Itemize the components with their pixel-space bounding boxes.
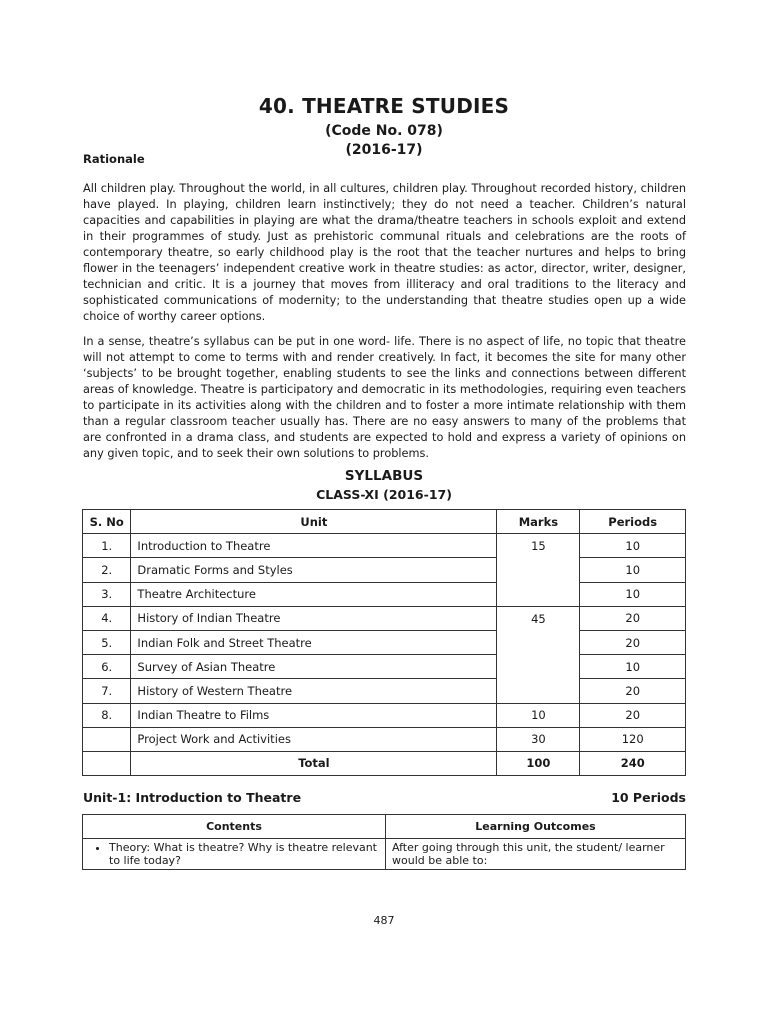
- row-sno: 2.: [83, 558, 131, 582]
- row-periods: 20: [580, 703, 686, 727]
- table-row: [83, 558, 686, 582]
- col-header-learning-outcomes: Learning Outcomes: [386, 815, 686, 839]
- row-unit: Indian Theatre to Films: [131, 703, 497, 727]
- table-row: [83, 582, 686, 606]
- contents-list: [89, 841, 379, 867]
- rationale-paragraph-1: All children play. Throughout the world, in all cultures, children play. Throughout recorded history, children have played. In playing, children learn instinctively; they do not need a teacher. Children’s natural capacities and capabilities in playing are what the drama/theatre teachers in schools exploit and extend in their programmes of study. Just as prehistoric communal rituals and celebrations are the roots of contemporary theatre, so early childhood play is the root that the teacher nurtures and helps to bring flower in the teenagers’ independent creative work in theatre studies: as actor, director, writer, designer, technician and critic. It is a journey that moves from illiteracy and oral traditions to the literacy and sophisticated communications of modernity; to the understanding that theatre studies open up a wide choice of worthy career options.: [83, 182, 686, 323]
- col-header-contents: Contents: [83, 815, 386, 839]
- syllabus-class-heading: CLASS-XI (2016-17): [316, 487, 452, 502]
- row-sno: 8.: [83, 703, 131, 727]
- table-row: [83, 727, 686, 751]
- list-item: • Theory: What is theatre? Why is theatre relevant to life today?: [109, 841, 379, 867]
- unit1-periods: 10 Periods: [611, 790, 686, 805]
- row-periods: 20: [580, 630, 686, 654]
- total-label: Total: [131, 751, 497, 775]
- table-row: [83, 606, 686, 630]
- row-unit: History of Indian Theatre: [131, 606, 497, 630]
- page-title: 40. THEATRE STUDIES: [258, 94, 510, 118]
- table-header-row: [83, 815, 686, 839]
- row-marks: 10: [497, 703, 580, 727]
- rationale-heading: Rationale: [83, 152, 145, 166]
- table-row: [83, 839, 686, 870]
- row-unit: Dramatic Forms and Styles: [131, 558, 497, 582]
- table-row: [83, 679, 686, 703]
- row-periods: 20: [580, 679, 686, 703]
- row-unit: Theatre Architecture: [131, 582, 497, 606]
- row-unit: History of Western Theatre: [131, 679, 497, 703]
- table-total-row: [83, 751, 686, 775]
- unit1-heading: Unit-1: Introduction to Theatre: [83, 790, 302, 805]
- row-sno: 4.: [83, 606, 131, 630]
- rationale-paragraph-2: In a sense, theatre’s syllabus can be put in one word- life. There is no aspect of life, no topic that theatre will not attempt to come to terms with and render creatively. In fact, it becomes the site for many other ‘subjects’ to be brought together, enabling students to see the links and connections between different areas of knowledge. Theatre is participatory and democratic in its methodologies, requiring even teachers to participate in its activities along with the children and to foster a more intimate relationship with them than a regular classroom teacher usually has. There are no easy answers to many of the problems that are confronted in a drama class, and students are expected to hold and express a variety of opinions on any given topic, and to seek their own solutions to problems.: [83, 335, 686, 460]
- row-marks: 30: [497, 727, 580, 751]
- row-periods: 10: [580, 582, 686, 606]
- row-unit: Project Work and Activities: [131, 727, 497, 751]
- row-sno: 3.: [83, 582, 131, 606]
- row-sno: 1.: [83, 534, 131, 558]
- table-row: [83, 534, 686, 558]
- row-sno: 7.: [83, 679, 131, 703]
- row-periods: 20: [580, 606, 686, 630]
- row-sno: 5.: [83, 630, 131, 654]
- col-header-unit: Unit: [131, 510, 497, 534]
- row-unit: Introduction to Theatre: [131, 534, 497, 558]
- outcomes-text: After going through this unit, the student/ learner would be able to:: [392, 841, 665, 867]
- unit1-table: [82, 814, 686, 870]
- row-periods: 120: [580, 727, 686, 751]
- row-marks: 15: [497, 534, 580, 607]
- row-sno: [83, 727, 131, 751]
- contents-cell: [83, 839, 386, 870]
- row-unit: Indian Folk and Street Theatre: [131, 630, 497, 654]
- table-row: [83, 655, 686, 679]
- total-periods: 240: [580, 751, 686, 775]
- page-number: 487: [373, 914, 395, 927]
- total-marks: 100: [497, 751, 580, 775]
- table-row: [83, 703, 686, 727]
- row-periods: 10: [580, 534, 686, 558]
- row-marks: 45: [497, 606, 580, 703]
- row-periods: 10: [580, 558, 686, 582]
- total-sno-cell: [83, 751, 131, 775]
- row-sno: 6.: [83, 655, 131, 679]
- col-header-sno: S. No: [83, 510, 131, 534]
- syllabus-heading: SYLLABUS: [344, 468, 424, 484]
- col-header-periods: Periods: [580, 510, 686, 534]
- syllabus-table: [82, 509, 686, 776]
- col-header-marks: Marks: [497, 510, 580, 534]
- outcomes-cell: [386, 839, 686, 870]
- session-year: (2016-17): [345, 142, 423, 158]
- table-header-row: [83, 510, 686, 534]
- subject-code: (Code No. 078): [325, 123, 443, 139]
- table-row: [83, 630, 686, 654]
- row-unit: Survey of Asian Theatre: [131, 655, 497, 679]
- row-periods: 10: [580, 655, 686, 679]
